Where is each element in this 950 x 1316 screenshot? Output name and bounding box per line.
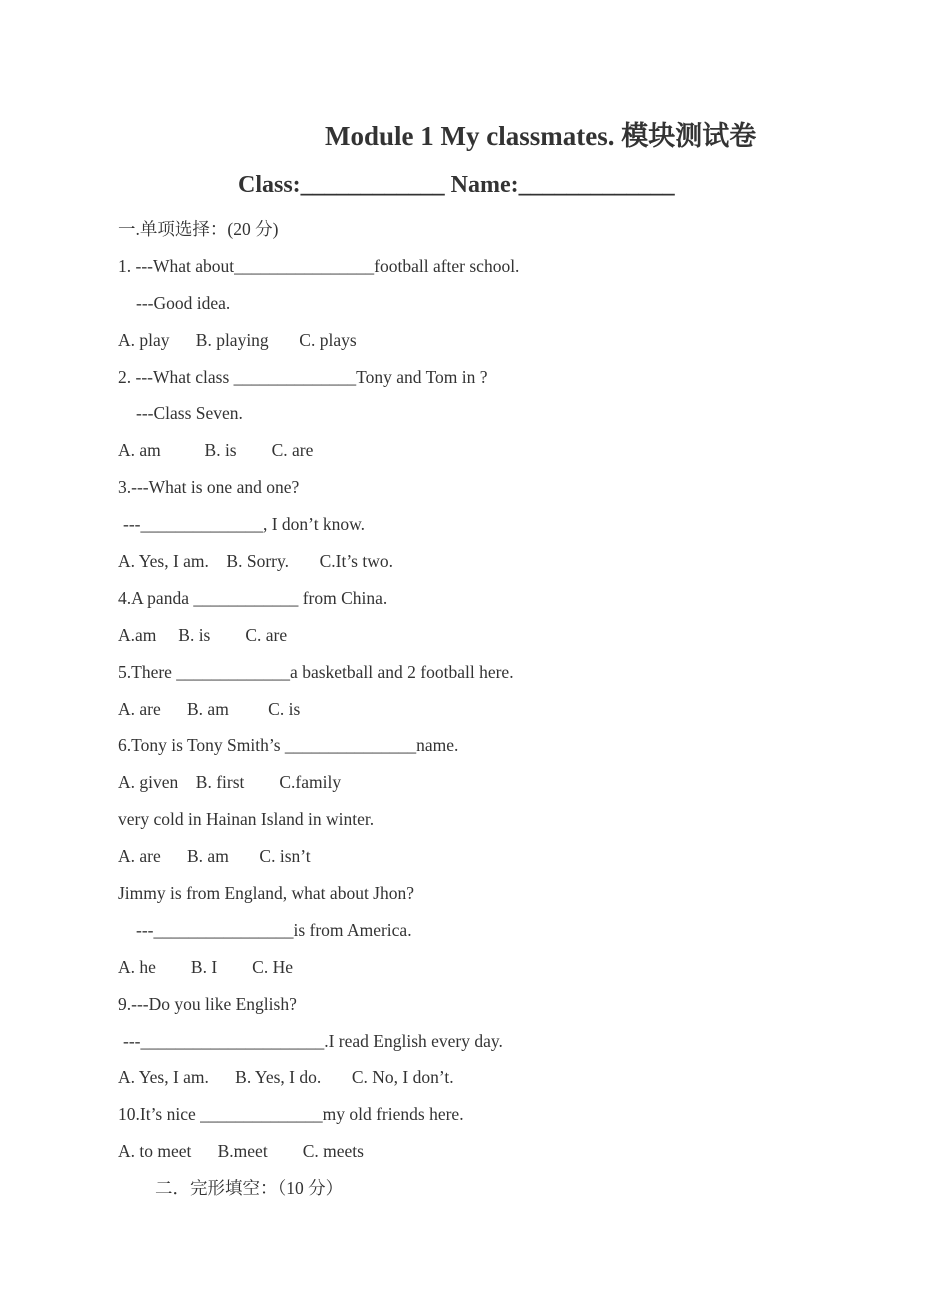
section-2-heading: 二．完形填空：（10 分） — [155, 1178, 344, 1199]
q8-question: Jimmy is from England, what about Jhon? — [118, 883, 415, 904]
q9-reply: ---_____________________.I read English every day. — [123, 1030, 503, 1051]
q6-question: 6.Tony is Tony Smith’s _______________name. — [118, 735, 459, 756]
q7-options: A. are B. am C. isn’t — [118, 846, 311, 867]
q1-options: A. play B. playing C. plays — [118, 329, 357, 350]
q3-reply: ---______________, I don’t know. — [123, 514, 366, 535]
q7-question: very cold in Hainan Island in winter. — [118, 809, 375, 830]
q10-question: 10.It’s nice ______________my old friends here. — [118, 1104, 464, 1125]
q8-reply: ---________________is from America. — [136, 919, 412, 940]
q4-options: A.am B. is C. are — [118, 624, 288, 645]
q3-question: 3.---What is one and one? — [118, 477, 300, 498]
q9-question: 9.---Do you like English? — [118, 993, 297, 1014]
q2-reply: ---Class Seven. — [136, 403, 243, 424]
q2-options: A. am B. is C. are — [118, 440, 314, 461]
q9-options: A. Yes, I am. B. Yes, I do. C. No, I don’t. — [118, 1067, 454, 1088]
q10-options: A. to meet B.meet C. meets — [118, 1141, 364, 1162]
q8-options: A. he B. I C. He — [118, 956, 293, 977]
q3-options: A. Yes, I am. B. Sorry. C.It’s two. — [118, 551, 393, 572]
class-name-line: Class:____________ Name:_____________ — [238, 172, 675, 198]
q1-reply: ---Good idea. — [136, 292, 231, 313]
q5-options: A. are B. am C. is — [118, 698, 301, 719]
q1-question: 1. ---What about________________football after school. — [118, 255, 520, 276]
page-title: Module 1 My classmates. 模块测试卷 — [325, 121, 757, 151]
question-list — [118, 214, 898, 1210]
q6-options: A. given B. first C.family — [118, 772, 342, 793]
section-1-heading: 一.单项选择：(20 分) — [118, 219, 279, 239]
q2-question: 2. ---What class ______________Tony and Tom in ? — [118, 366, 488, 387]
q4-question: 4.A panda ____________ from China. — [118, 587, 388, 608]
q5-question: 5.There _____________a basketball and 2 football here. — [118, 661, 514, 682]
